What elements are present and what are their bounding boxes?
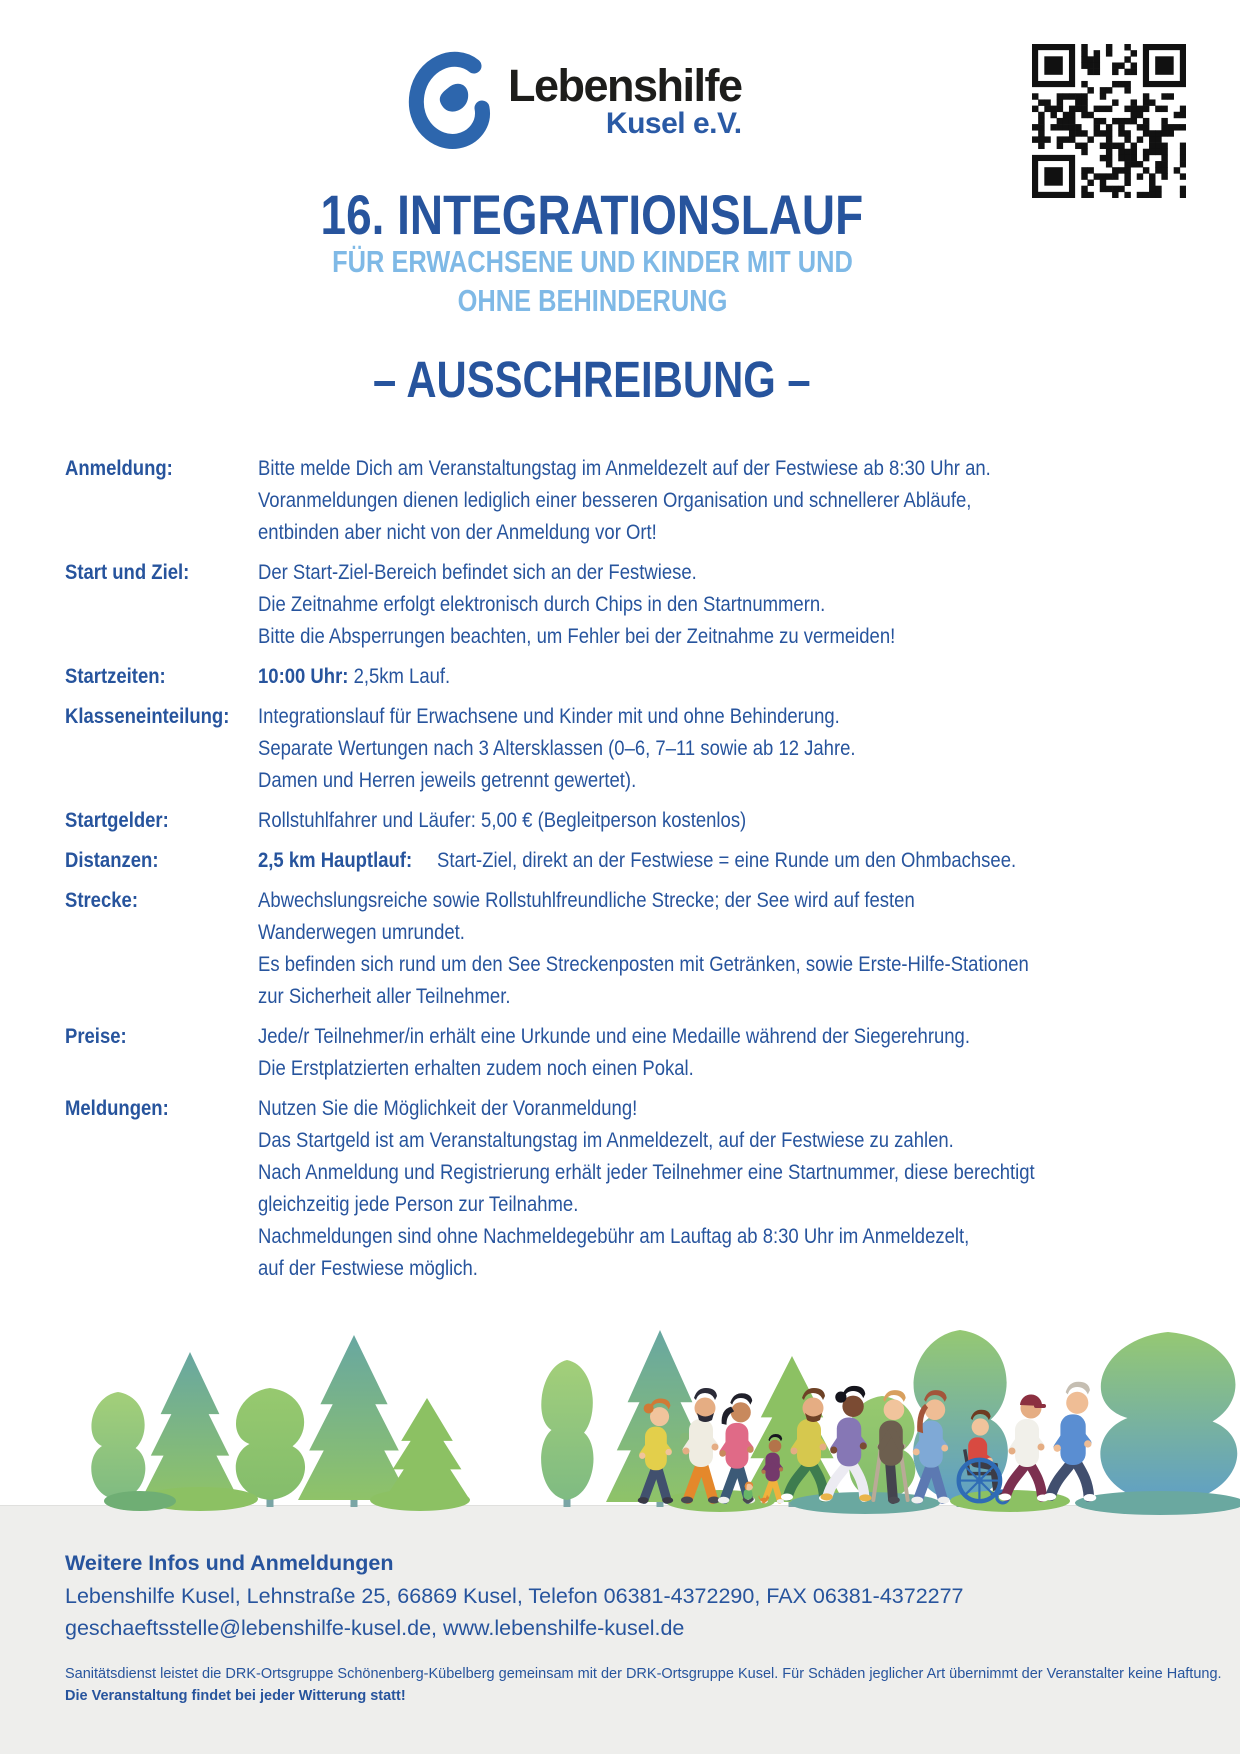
detail-text-line: Wanderwegen umrundet. [258, 920, 465, 944]
detail-row-startzeiten [65, 660, 1195, 692]
blob-tree [1100, 1332, 1237, 1504]
detail-text-line: Bitte melde Dich am Veranstaltungstag im Anmeldezelt auf der Festwiese ab 8:30 Uhr an. [258, 456, 991, 480]
logo-wordmark: Lebenshilfe [508, 60, 742, 111]
logo-subtitle: Kusel e.V. [605, 107, 742, 140]
detail-row-anmeldung [65, 452, 1195, 548]
detail-row-startgelder [65, 804, 1195, 836]
detail-text-line: Nutzen Sie die Möglichkeit der Voranmeldung! [258, 1096, 638, 1120]
ausschreibung-heading: – AUSSCHREIBUNG – [373, 351, 811, 408]
fir-tree [141, 1352, 239, 1507]
detail-row-distanzen [65, 844, 1195, 876]
page-title: 16. INTEGRATIONSLAUF [320, 183, 864, 246]
forest-runners-illustration [0, 1170, 1240, 1515]
footer-heading: Weitere Infos und Anmeldungen [65, 1551, 394, 1575]
detail-row-klasseneinteilung [65, 700, 1195, 796]
grass-mound [1075, 1491, 1240, 1515]
detail-text-line: Nachmeldungen sind ohne Nachmeldegebühr am Lauftag ab 8:30 Uhr im Anmeldezelt, [258, 1224, 970, 1248]
detail-text-line: Nach Anmeldung und Registrierung erhält jeder Teilnehmer eine Startnummer, diese berechtigt [258, 1160, 1035, 1184]
detail-text-line: auf der Festwiese möglich. [258, 1256, 478, 1280]
detail-label: Strecke: [65, 888, 138, 912]
footer-note: Sanitätsdienst leistet die DRK-Ortsgruppe Schönenberg-Kübelberg gemeinsam mit der DRK-Ortsgruppe Kusel. Für Schäden jeglicher Art übernimmt der Veranstalter keine Haftung. [65, 1666, 1222, 1682]
detail-text-line: Integrationslauf für Erwachsene und Kinder mit und ohne Behinderung. [258, 704, 840, 728]
detail-text-line: 10:00 Uhr: 2,5km Lauf. [258, 664, 451, 688]
detail-text-line: Der Start-Ziel-Bereich befindet sich an der Festwiese. [258, 560, 697, 584]
detail-text-line: Bitte die Absperrungen beachten, um Fehler bei der Zeitnahme zu vermeiden! [258, 624, 896, 648]
detail-text-line: Start-Ziel, direkt an der Festwiese = eine Runde um den Ohmbachsee. [437, 848, 1017, 872]
detail-text-line: Es befinden sich rund um den See Streckenposten mit Getränken, sowie Erste-Hilfe-Stationen [258, 952, 1029, 976]
detail-label: Klasseneinteilung: [65, 704, 230, 728]
detail-text-line: gleichzeitig jede Person zur Teilnahme. [258, 1192, 579, 1216]
detail-text-line: 2,5 km Hauptlauf: [258, 848, 413, 872]
footer-contact: geschaeftsstelle@lebenshilfe-kusel.de, www.lebenshilfe-kusel.de [65, 1616, 685, 1640]
qr-code [1032, 44, 1186, 198]
detail-label: Preise: [65, 1024, 127, 1048]
detail-text-line: Abwechslungsreiche sowie Rollstuhlfreundliche Strecke; der See wird auf festen [258, 888, 915, 912]
detail-label: Start und Ziel: [65, 560, 190, 584]
grass-mound [104, 1491, 176, 1511]
fir-tree [298, 1335, 410, 1507]
detail-text-line: Die Zeitnahme erfolgt elektronisch durch Chips in den Startnummern. [258, 592, 826, 616]
footer-weather-note: Die Veranstaltung findet bei jeder Witterung statt! [65, 1688, 406, 1704]
detail-row-startundziel [65, 556, 1195, 652]
detail-label: Distanzen: [65, 848, 159, 872]
detail-label: Startzeiten: [65, 664, 166, 688]
detail-row-strecke [65, 884, 1195, 1012]
detail-text-line: entbinden aber nicht von der Anmeldung vor Ort! [258, 520, 657, 544]
detail-label: Meldungen: [65, 1096, 169, 1120]
grass-mound [370, 1489, 470, 1511]
lebenshilfe-logo [408, 50, 742, 150]
detail-text-line: Damen und Herren jeweils getrennt gewertet). [258, 768, 637, 792]
lebenshilfe-logo-icon [408, 50, 500, 150]
blob-tree [541, 1360, 593, 1507]
detail-row-preise [65, 1020, 1195, 1084]
runner-blue-hoodie [1044, 1382, 1097, 1502]
detail-label: Anmeldung: [65, 456, 173, 480]
detail-text-line: Die Erstplatzierten erhalten zudem noch einen Pokal. [258, 1056, 694, 1080]
detail-text-line: Das Startgeld ist am Veranstaltungstag im Anmeldezelt, auf der Festwiese zu zahlen. [258, 1128, 954, 1152]
detail-text-line: Separate Wertungen nach 3 Altersklassen (0–6, 7–11 sowie ab 12 Jahre. [258, 736, 856, 760]
page-subtitle: FÜR ERWACHSENE UND KINDER MIT UND OHNE BEHINDERUNG [331, 244, 853, 318]
detail-label: Startgelder: [65, 808, 169, 832]
detail-text-line: Rollstuhlfahrer und Läufer: 5,00 € (Begleitperson kostenlos) [258, 808, 747, 832]
blob-tree [91, 1392, 145, 1507]
detail-text-line: zur Sicherheit aller Teilnehmer. [258, 984, 511, 1008]
footer-address: Lebenshilfe Kusel, Lehnstraße 25, 66869 Kusel, Telefon 06381-4372290, FAX 06381-4372277 [65, 1584, 964, 1608]
detail-text-line: Voranmeldungen dienen lediglich einer besseren Organisation und schnellerer Abläufe, [258, 488, 972, 512]
blob-tree [236, 1388, 305, 1507]
detail-text-line: Jede/r Teilnehmer/in erhält eine Urkunde und eine Medaille während der Siegerehrung. [258, 1024, 970, 1048]
event-details-list [65, 452, 1195, 1292]
